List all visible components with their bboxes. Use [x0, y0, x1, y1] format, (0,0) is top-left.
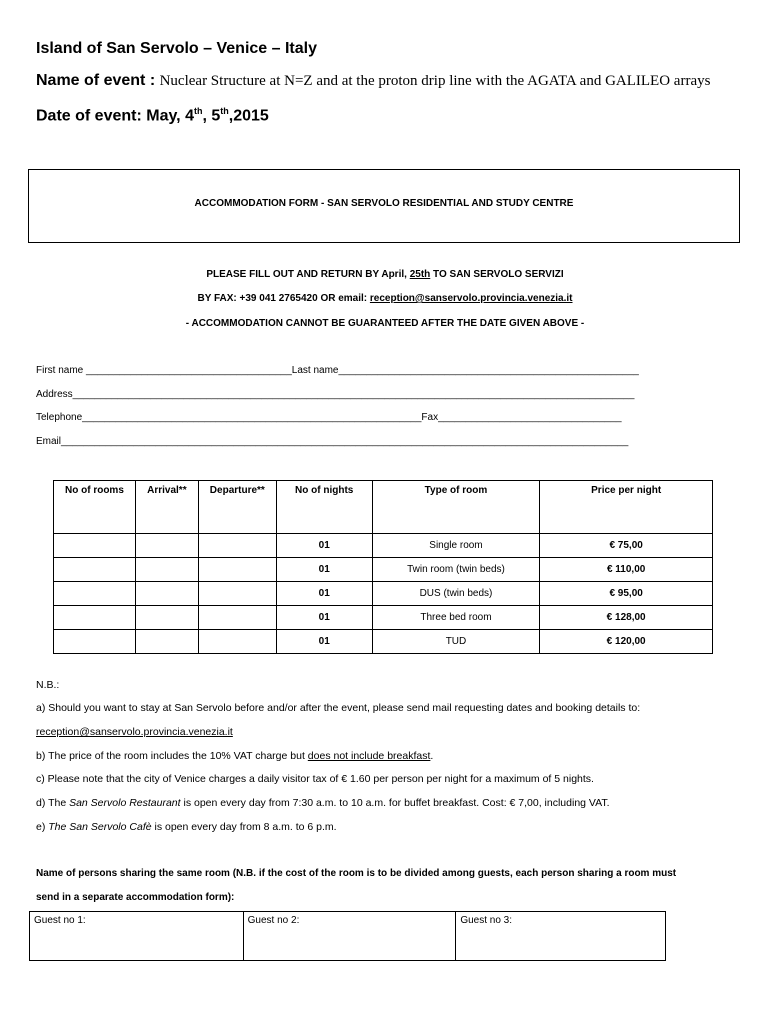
room-type-cell: Single room: [372, 534, 540, 558]
departure-cell[interactable]: [198, 630, 276, 654]
price-cell: € 120,00: [540, 630, 713, 654]
note-b-underlined: does not include breakfast: [307, 750, 431, 762]
arrival-cell[interactable]: [135, 558, 198, 582]
phone-fax-line: [36, 412, 622, 423]
rooms-cell[interactable]: [54, 558, 136, 582]
date-end: ,2015: [228, 107, 269, 125]
price-cell: € 75,00: [540, 534, 713, 558]
note-c: c) Please note that the city of Venice charges a daily visitor tax of € 1.60 per person per night for a maximum of 5 nights.: [36, 773, 594, 785]
departure-cell[interactable]: [198, 582, 276, 606]
first-name-field[interactable]: First name _____________________________________: [36, 365, 292, 376]
departure-cell[interactable]: [198, 534, 276, 558]
note-b: [36, 750, 433, 762]
col-arrival: Arrival**: [135, 481, 198, 534]
note-b-text: b) The price of the room includes the 10% VAT charge but: [36, 750, 308, 762]
guest-1-cell[interactable]: Guest no 1:: [30, 912, 244, 961]
arrival-cell[interactable]: [135, 630, 198, 654]
fax-field[interactable]: Fax_________________________________: [421, 412, 622, 423]
price-cell: € 128,00: [540, 606, 713, 630]
last-name-field[interactable]: Last name______________________________________________________: [291, 365, 639, 376]
col-type-of-room: Type of room: [372, 481, 540, 534]
guests-table: [29, 911, 666, 961]
event-name-line: [36, 72, 710, 90]
form-title-box: [28, 169, 740, 243]
note-a: a) Should you want to stay at San Servolo before and/or after the event, please send mail requesting dates and booking details to:: [36, 702, 641, 714]
note-d: [36, 797, 610, 809]
instruction-return-by: [0, 269, 770, 280]
guest-2-cell[interactable]: Guest no 2:: [243, 912, 456, 961]
table-row: [54, 534, 713, 558]
rooms-table: [53, 480, 713, 654]
instruction-fax: BY FAX: +39 041 2765420 OR email:: [197, 293, 370, 304]
arrival-cell[interactable]: [135, 606, 198, 630]
date-label: Date of event: May, 4: [36, 107, 194, 125]
telephone-field[interactable]: Telephone_____________________________________________________________: [36, 412, 422, 423]
arrival-cell[interactable]: [135, 534, 198, 558]
note-e: [36, 821, 337, 833]
form-title: ACCOMMODATION FORM - SAN SERVOLO RESIDENTIAL AND STUDY CENTRE: [194, 198, 574, 209]
table-row: [30, 912, 666, 961]
table-row: [54, 582, 713, 606]
col-price-per-night: Price per night: [540, 481, 713, 534]
price-cell: € 95,00: [540, 582, 713, 606]
location-heading: Island of San Servolo – Venice – Italy: [36, 40, 317, 57]
email-field[interactable]: Email______________________________________________________________________________________________________: [36, 436, 629, 447]
instruction-guarantee: - ACCOMMODATION CANNOT BE GUARANTEED AFTER THE DATE GIVEN ABOVE -: [185, 318, 585, 329]
event-name: Nuclear Structure at N=Z and at the proton drip line with the AGATA and GALILEO arrays: [159, 73, 711, 89]
col-no-of-nights: No of nights: [276, 481, 372, 534]
table-row: [54, 606, 713, 630]
note-b-end: .: [430, 750, 434, 762]
rooms-cell[interactable]: [54, 582, 136, 606]
sharing-instructions-line-2: send in a separate accommodation form):: [36, 892, 235, 903]
rooms-cell[interactable]: [54, 606, 136, 630]
nights-cell: 01: [276, 606, 372, 630]
date-sup-2: th: [220, 106, 229, 116]
name-fields-line: [36, 365, 639, 376]
rooms-cell[interactable]: [54, 534, 136, 558]
col-departure: Departure**: [198, 481, 276, 534]
table-row: [54, 558, 713, 582]
nights-cell: 01: [276, 534, 372, 558]
table-row: [54, 630, 713, 654]
guest-3-cell[interactable]: Guest no 3:: [456, 912, 666, 961]
col-no-of-rooms: No of rooms: [54, 481, 136, 534]
note-d-restaurant: San Servolo Restaurant: [69, 797, 181, 809]
event-label: Name of event :: [36, 72, 160, 89]
note-d-text: d) The: [36, 797, 70, 809]
instruction-contact: [0, 293, 770, 304]
room-type-cell: DUS (twin beds): [372, 582, 540, 606]
instruction-email-link[interactable]: reception@sanservolo.provincia.venezia.it: [369, 293, 573, 304]
note-d-hours: is open every day from 7:30 a.m. to 10 a.m. for buffet breakfast. Cost: € 7,00, including VAT.: [180, 797, 610, 809]
event-date-line: [36, 106, 269, 125]
departure-cell[interactable]: [198, 558, 276, 582]
note-a-email-link[interactable]: reception@sanservolo.provincia.venezia.it: [36, 726, 233, 738]
address-field[interactable]: Address_____________________________________________________________________________________________________: [36, 389, 635, 400]
note-e-text: e): [36, 821, 49, 833]
date-mid: , 5: [202, 107, 221, 125]
instruction-return-date: 25th: [409, 269, 431, 280]
departure-cell[interactable]: [198, 606, 276, 630]
nb-label: N.B.:: [36, 679, 60, 691]
sharing-instructions-line-1: Name of persons sharing the same room (N.B. if the cost of the room is to be divided among guests, each person sharing a room must: [36, 868, 677, 879]
rooms-table-header: [54, 481, 713, 534]
room-type-cell: Twin room (twin beds): [372, 558, 540, 582]
nights-cell: 01: [276, 630, 372, 654]
instruction-return-text: PLEASE FILL OUT AND RETURN BY April,: [206, 269, 410, 280]
room-type-cell: Three bed room: [372, 606, 540, 630]
nights-cell: 01: [276, 582, 372, 606]
note-e-hours: is open every day from 8 a.m. to 6 p.m.: [151, 821, 337, 833]
note-e-cafe: The San Servolo Cafè: [48, 821, 152, 833]
arrival-cell[interactable]: [135, 582, 198, 606]
room-type-cell: TUD: [372, 630, 540, 654]
date-sup-1: th: [193, 106, 203, 116]
rooms-cell[interactable]: [54, 630, 136, 654]
nights-cell: 01: [276, 558, 372, 582]
price-cell: € 110,00: [540, 558, 713, 582]
instruction-return-recipient: TO SAN SERVOLO SERVIZI: [430, 269, 564, 280]
